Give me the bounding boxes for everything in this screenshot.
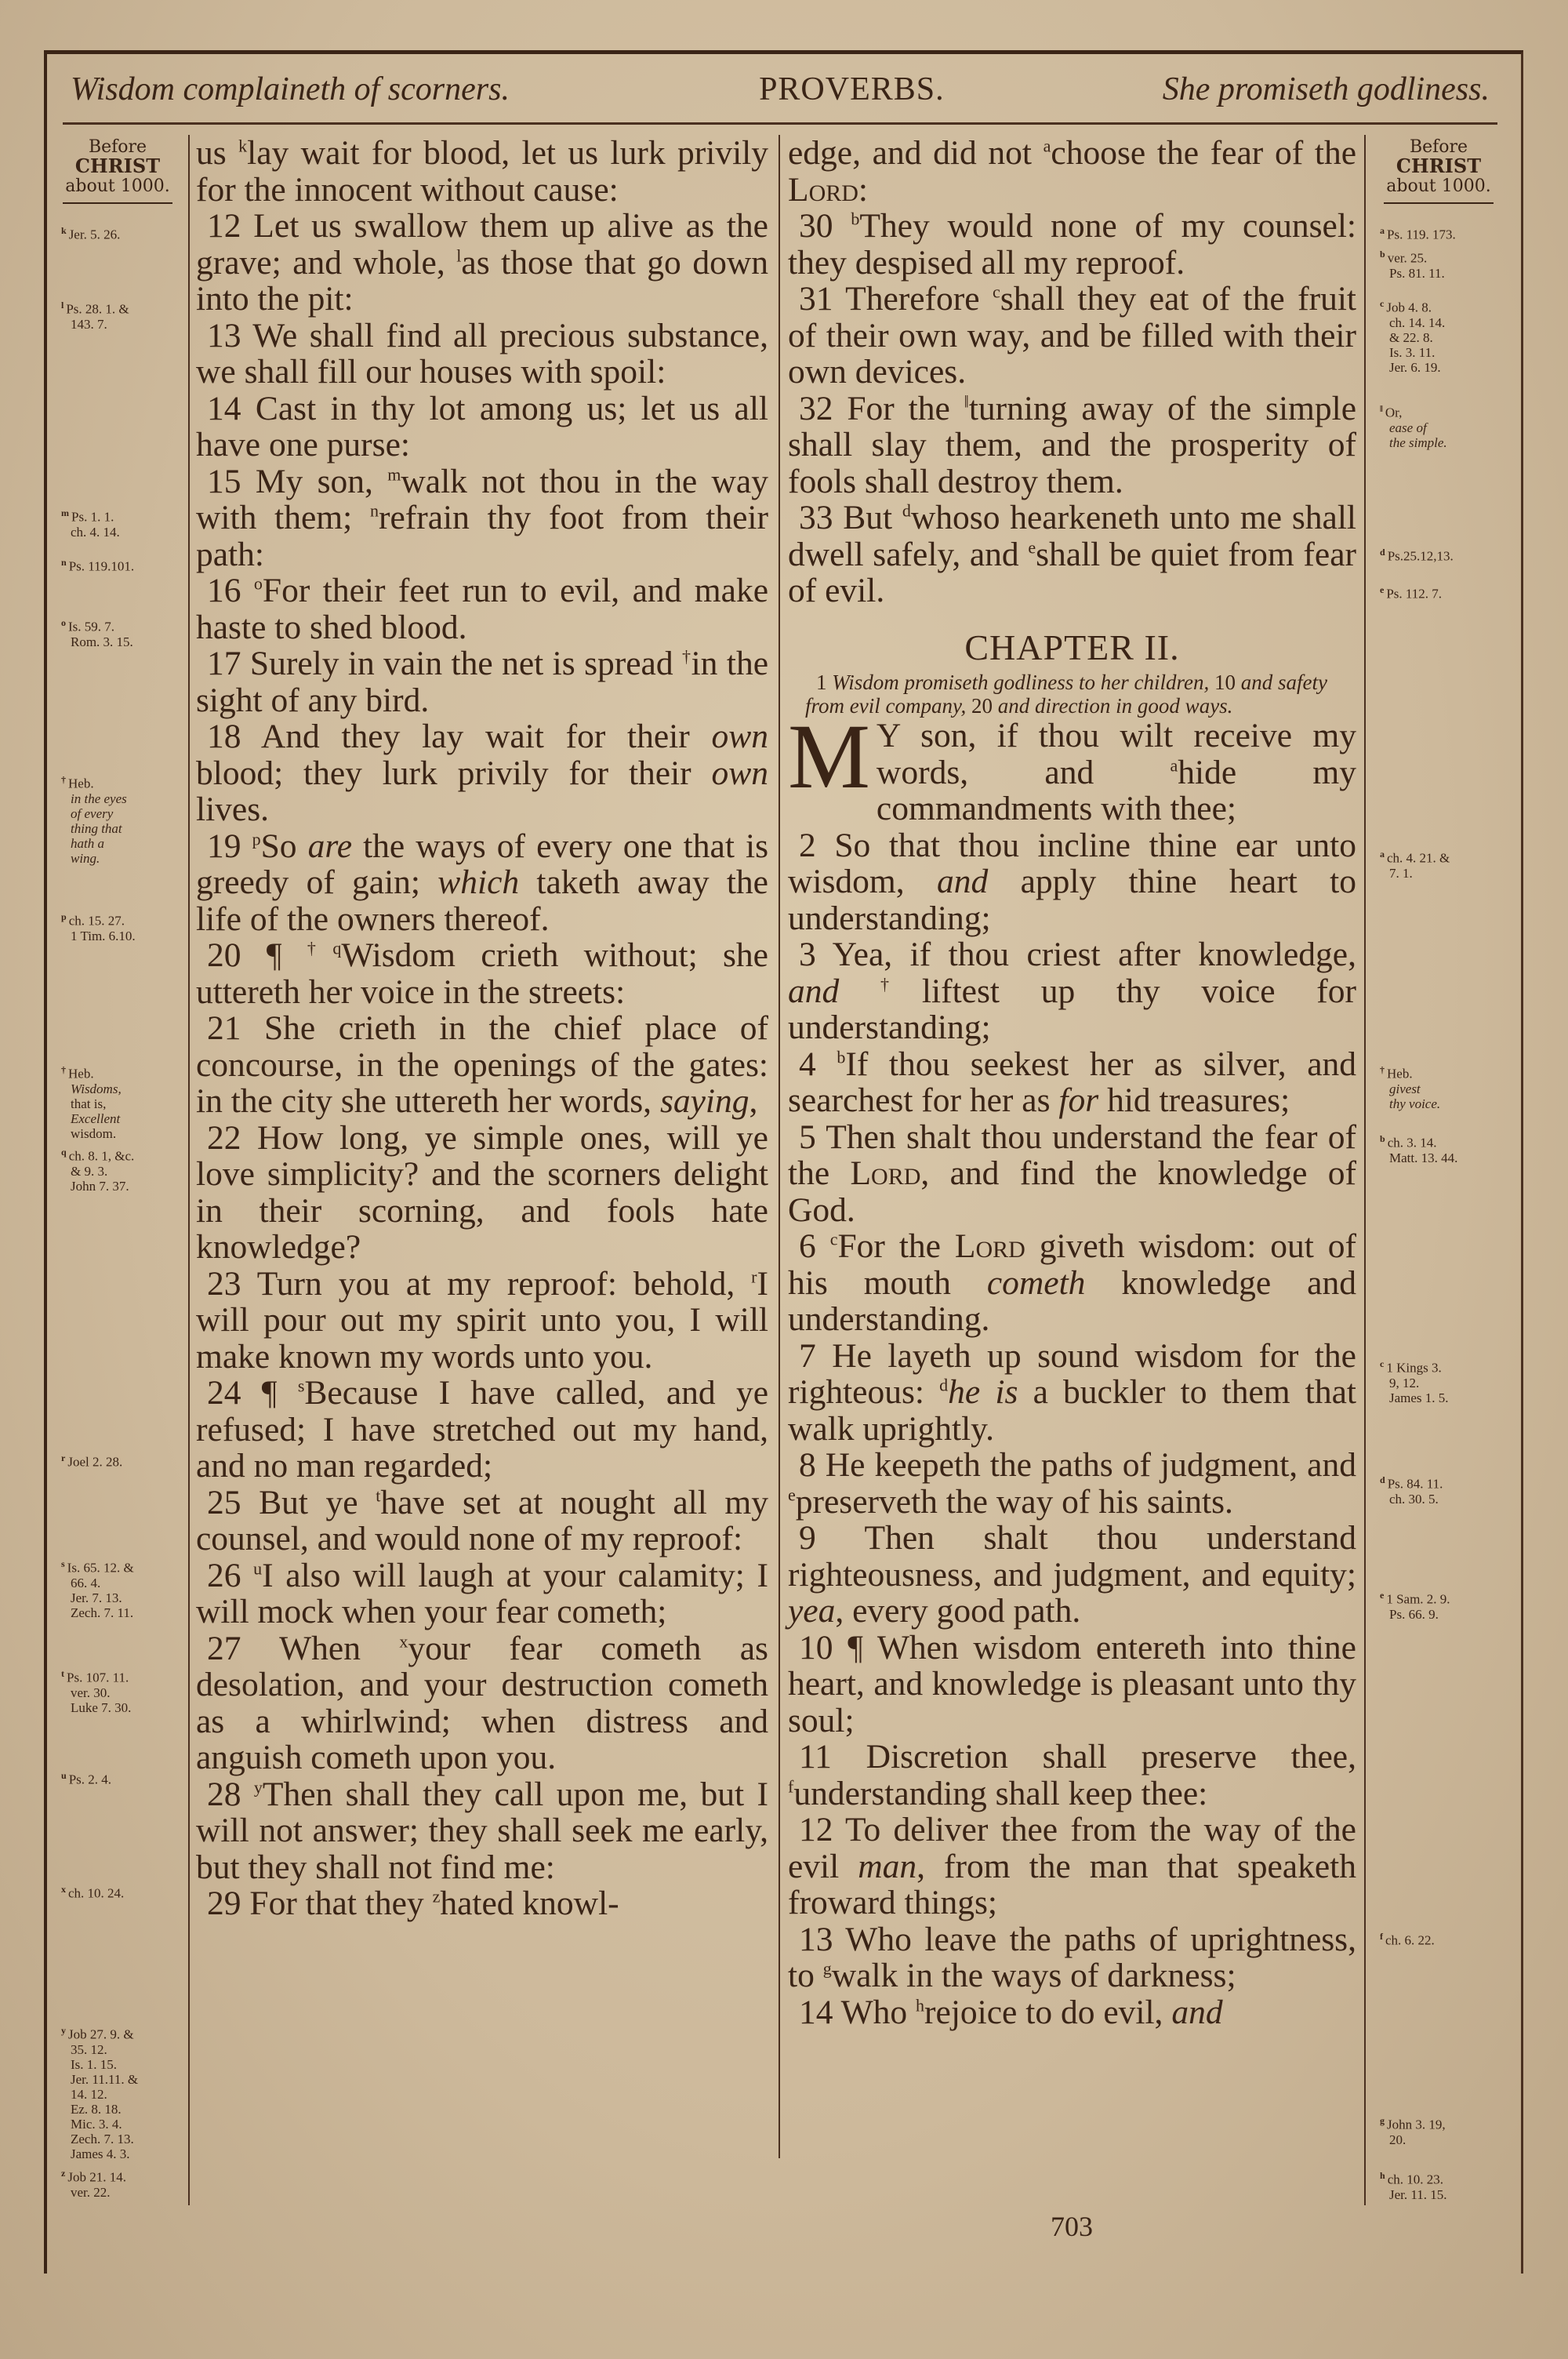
note-mark: n — [369, 500, 379, 521]
verse-1-27: 27 When $^x$your fear cometh as desolation, and your destruction cometh as a whirlwind; when distress and anguish cometh upon you. — [196, 1629, 768, 1776]
right-margin-notes — [1376, 133, 1501, 215]
cross-reference-note — [1380, 2114, 1513, 2147]
reference-text: Joel 2. 28. — [67, 1454, 123, 1470]
note-mark: u — [253, 1558, 263, 1578]
reference-gloss: Wisdoms, — [71, 1081, 122, 1096]
note-mark: r — [751, 1267, 757, 1286]
reference-text: ch. 3. 14. — [1387, 1135, 1437, 1150]
cross-reference-note — [61, 1063, 194, 1141]
verse-1-28: 28 $^y$Then shall they call upon me, but I will not answer; they shall seek me early, but they shall not find me: — [196, 1775, 769, 1886]
note-mark: s — [297, 1376, 305, 1396]
note-mark: † — [61, 774, 66, 785]
reference-text: Jer. 5. 26. — [68, 227, 121, 242]
reference-text: ch. 14. 14. — [1389, 314, 1446, 330]
reference-text: ch. 4. 21. & — [1387, 850, 1450, 866]
reference-text: ch. 10. 23. — [1387, 2172, 1443, 2187]
verse-1-19: 19 $^p$So are the ways of every one that is greedy of gain; which taketh away the life of the owners thereof. — [196, 827, 769, 938]
verse-2-3: 3 Yea, if thou criest after knowledge, and †liftest up thy voice for understanding; — [788, 936, 1357, 1046]
note-mark: g — [822, 1958, 832, 1979]
verse-1-20: 20 ¶ $^{\dagger q}$Wisdom crieth without; she uttereth her voice in the streets: — [196, 936, 768, 1011]
reference-text: Ps. 119.101. — [68, 558, 135, 574]
reference-text: ch. 30. 5. — [1389, 1491, 1439, 1507]
cross-reference-note — [1380, 847, 1513, 881]
note-mark: d — [1380, 547, 1385, 558]
cross-reference-note — [1380, 1357, 1513, 1405]
date-line-2: CHRIST — [1396, 154, 1482, 177]
reference-text: Ps. 81. 11. — [1389, 265, 1445, 281]
note-mark: l — [456, 245, 462, 265]
note-mark: x — [61, 1884, 66, 1895]
reference-text: Jer. 6. 19. — [1389, 359, 1441, 375]
reference-gloss: the simple. — [1389, 434, 1447, 450]
right-margin-rule — [1364, 135, 1366, 2205]
note-mark: c — [1380, 298, 1385, 309]
cross-reference-note — [61, 298, 194, 332]
verse-2-9: 9 Then shalt thou understand righteousness, and judgment, and equity; yea, every good path. — [788, 1519, 1356, 1630]
note-mark: s — [61, 1558, 65, 1569]
book-title: PROVERBS. — [759, 71, 945, 107]
cross-reference-note — [61, 1451, 194, 1470]
note-mark: f — [788, 1776, 794, 1796]
reference-gloss: ease of — [1389, 420, 1427, 435]
note-mark: t — [61, 1668, 64, 1679]
reference-text: Luke 7. 30. — [71, 1699, 132, 1715]
cross-reference-note — [61, 224, 194, 242]
note-mark: c — [829, 1229, 838, 1249]
reference-text: ch. 6. 22. — [1385, 1932, 1435, 1948]
note-mark: t — [376, 1485, 381, 1505]
reference-text: ch. 10. 24. — [68, 1885, 125, 1901]
note-mark: y — [61, 2025, 66, 2036]
verse-2-13: 13 Who leave the paths of uprightness, to $^g$walk in the ways of darkness; — [788, 1920, 1356, 1994]
reference-text: ver. 30. — [71, 1685, 111, 1700]
note-mark: † — [61, 1064, 66, 1075]
note-mark: m — [61, 507, 69, 518]
verse-2-1: M Y son, if thou wilt receive my words, and $^a$hide my commandments with thee; — [788, 705, 1356, 827]
verse-1-21: 21 She crieth in the chief place of concourse, in the openings of the gates: in the city she uttereth her words, saying, — [196, 1009, 768, 1120]
reference-text: Is. 1. 15. — [71, 2056, 118, 2072]
cross-reference-note — [61, 910, 194, 943]
cross-reference-note — [1380, 2168, 1513, 2202]
reference-gloss: that is, — [71, 1096, 107, 1111]
cross-reference-note — [61, 772, 194, 866]
cross-reference-note — [61, 555, 194, 574]
reference-text: 1 Tim. 6.10. — [71, 928, 136, 943]
note-mark: k — [61, 225, 67, 236]
verse-1-18: 18 And they lay wait for their own blood; they lurk privily for their own lives. — [196, 718, 768, 828]
cross-reference-note — [61, 616, 194, 649]
reference-gloss: wing. — [71, 850, 100, 866]
reference-text: Heb. — [68, 776, 94, 791]
note-mark: q — [61, 1147, 67, 1158]
reference-text: 9, 12. — [1389, 1375, 1420, 1390]
note-mark: d — [939, 1375, 949, 1395]
reference-text: Ps. 28. 1. & — [66, 301, 129, 317]
note-mark: h — [1380, 2170, 1385, 2181]
note-mark: e — [1380, 1590, 1385, 1601]
drop-cap: M — [788, 705, 870, 808]
cross-reference-note — [61, 1768, 194, 1787]
note-mark: † — [682, 646, 691, 667]
reference-text: & 22. 8. — [1389, 329, 1433, 345]
verse-2-5: 5 Then shalt thou understand the fear of the Lord, and find the knowledge of God. — [788, 1118, 1356, 1229]
note-mark: r — [61, 1452, 66, 1463]
reference-text: James 1. 5. — [1389, 1390, 1449, 1405]
reference-text: John 3. 19, — [1387, 2117, 1446, 2132]
cross-reference-note — [1380, 583, 1513, 602]
reference-text: Heb. — [1387, 1066, 1413, 1081]
left-margin-notes — [55, 133, 180, 215]
reference-gloss: of every — [71, 805, 114, 821]
reference-text: Is. 3. 11. — [1389, 344, 1436, 360]
cross-reference-note — [1380, 247, 1513, 281]
note-mark: a — [1380, 849, 1385, 860]
running-head — [71, 67, 1490, 111]
note-mark: p — [252, 829, 261, 849]
cross-reference-note — [1380, 1929, 1513, 1948]
date-line-3: about 1000. — [65, 176, 170, 196]
reference-text: ch. 8. 1, &c. — [68, 1148, 135, 1164]
date-line-1: Before — [1409, 137, 1468, 157]
note-mark: e — [1028, 537, 1036, 557]
note-mark: m — [387, 464, 401, 484]
note-mark: u — [61, 1770, 67, 1781]
verse-1-12: 12 Let us swallow them up alive as the grave; and whole, $^l$as those that go down into the pit: — [196, 207, 768, 318]
note-mark: o — [253, 573, 263, 594]
note-mark: o — [61, 617, 66, 628]
cross-reference-note — [61, 1667, 194, 1715]
verse-1-15: 15 My son, $^m$walk not thou in the way with them; $^n$refrain thy foot from their path: — [196, 462, 768, 573]
reference-text: Is. 65. 12. & — [67, 1560, 134, 1576]
verse-1-17: 17 Surely in vain the net is spread †in the sight of any bird. — [196, 645, 768, 719]
page-number: 703 — [1051, 2211, 1093, 2242]
reference-text: 35. 12. — [71, 2041, 107, 2057]
note-mark: c — [993, 282, 1000, 302]
cross-reference-note — [1380, 1063, 1513, 1111]
verse-1-14: 14 Cast in thy lot among us; let us all have one purse: — [196, 389, 768, 463]
center-column-rule — [779, 135, 780, 2158]
cross-reference-note — [1380, 1588, 1513, 1622]
note-mark: l — [61, 300, 64, 311]
note-mark: c — [1380, 1358, 1385, 1369]
note-mark: z — [61, 2168, 66, 2179]
margin-date — [63, 138, 172, 204]
reference-text: Ps. 1. 1. — [71, 509, 114, 525]
reference-gloss: thing that — [71, 820, 122, 836]
verse-2-12: 12 To deliver thee from the way of the evil man, from the man that speaketh froward things; — [788, 1811, 1357, 1921]
reference-text: Jer. 11.11. & — [71, 2071, 139, 2087]
note-mark: † — [1380, 1064, 1385, 1075]
reference-text: ver. 22. — [71, 2184, 111, 2200]
note-mark: k — [238, 136, 248, 156]
reference-text: Jer. 7. 13. — [71, 1590, 122, 1605]
reference-text: Job 4. 8. — [1386, 300, 1432, 315]
verse-2-14: 14 Who $^h$rejoice to do evil, and — [799, 1993, 1223, 2031]
verse-1-25: 25 But ye $^t$have set at nought all my counsel, and would none of my reproof: — [196, 1483, 768, 1558]
reference-text: John 7. 37. — [71, 1178, 129, 1194]
reference-text: Heb. — [68, 1066, 94, 1081]
chapter-summary: 1 Wisdom promiseth godliness to her children, 10 and safety from evil company, 20 and direction in good ways. — [805, 671, 1327, 718]
cross-reference-note — [61, 2166, 194, 2200]
reference-gloss: givest — [1389, 1081, 1421, 1096]
verse-2-8: 8 He keepeth the paths of judgment, and $^e$preserveth the way of his saints. — [788, 1446, 1356, 1521]
margin-date-right — [1384, 138, 1494, 204]
note-mark: z — [432, 1886, 441, 1906]
reference-text: 66. 4. — [71, 1575, 101, 1590]
reference-text: 143. 7. — [71, 316, 107, 332]
note-mark: b — [851, 209, 860, 229]
verse-1-30: 30 $^b$They would none of my counsel: they despised all my reproof. — [788, 207, 1356, 282]
verse-1-29: 29 For that they $^z$hated knowl- — [207, 1885, 619, 1922]
note-mark: † — [880, 974, 922, 994]
reference-text: James 4. 3. — [71, 2146, 130, 2161]
reference-text: ch. 4. 14. — [71, 524, 120, 540]
note-mark: d — [1380, 1474, 1385, 1485]
verse-2-4: 4 $^b$If thou seekest her as silver, and searchest for her as for hid treasures; — [788, 1045, 1357, 1119]
reference-text: & 9. 3. — [71, 1163, 108, 1179]
note-mark: b — [1380, 249, 1385, 260]
note-mark: a — [1380, 225, 1385, 236]
reference-text: Ez. 8. 18. — [71, 2101, 122, 2117]
reference-gloss: thy voice. — [1389, 1096, 1441, 1111]
chapter-heading: CHAPTER II. — [964, 627, 1180, 667]
reference-text: ch. 15. 27. — [68, 913, 125, 929]
reference-text: Rom. 3. 15. — [71, 634, 133, 649]
cross-reference-note — [61, 1145, 194, 1194]
reference-gloss: wisdom. — [71, 1125, 117, 1141]
verse-1-32: 32 For the ‖turning away of the simple shall slay them, and the prosperity of fools shall destroy them. — [788, 389, 1357, 500]
verse-1-13: 13 We shall find all precious substance, we shall fill our houses with spoil: — [196, 316, 768, 391]
reference-gloss: in the eyes — [71, 791, 127, 806]
running-head-right: She promiseth godliness. — [1162, 71, 1490, 107]
note-mark: ‖ — [964, 391, 969, 411]
note-mark: d — [902, 500, 911, 521]
verse-2-6: 6 $^c$For the Lord giveth wisdom: out of his mouth cometh knowledge and understanding. — [788, 1227, 1357, 1338]
verse-1-33: 33 But $^d$whoso hearkeneth unto me shall dwell safely, and $^e$shall be quiet from fear of evil. — [788, 499, 1356, 609]
reference-text: Ps. 107. 11. — [67, 1670, 129, 1685]
verse-1-23: 23 Turn you at my reproof: behold, $^r$I will pour out my spirit unto you, I will make known my words unto you. — [196, 1264, 768, 1376]
verse-2-10: 10 ¶ When wisdom entereth into thine heart, and knowledge is pleasant unto thy soul; — [788, 1628, 1356, 1739]
reference-gloss: Excellent — [71, 1110, 121, 1126]
verse-2-11: 11 Discretion shall preserve thee, $^f$understanding shall keep thee: — [788, 1738, 1356, 1812]
note-mark: b — [1380, 1133, 1385, 1144]
reference-text: Ps. 2. 4. — [68, 1772, 112, 1787]
reference-text: Is. 59. 7. — [68, 619, 115, 634]
note-mark: x — [399, 1631, 408, 1651]
verse-1-24: 24 ¶ $^s$Because I have called, and ye refused; I have stretched out my hand, and no man regarded; — [196, 1374, 769, 1485]
note-mark: †q — [307, 938, 342, 958]
note-mark: p — [61, 911, 67, 922]
reference-text: 20. — [1389, 2132, 1406, 2147]
verse-1-31: 31 Therefore $^c$shall they eat of the fruit of their own way, and be filled with their own devices. — [788, 280, 1357, 391]
text-column-right — [788, 135, 1356, 2030]
reference-text: Job 21. 14. — [67, 2169, 126, 2185]
reference-text: 1 Kings 3. — [1386, 1360, 1442, 1376]
cross-reference-note — [1380, 224, 1513, 242]
note-mark: b — [837, 1047, 846, 1067]
cross-reference-note — [1380, 1473, 1513, 1507]
note-mark: f — [1380, 1931, 1383, 1942]
cross-reference-note — [1380, 1132, 1513, 1165]
verse-1-11-cont: us $^k$lay wait for blood, let us lurk privily for the innocent without cause: — [196, 134, 768, 209]
reference-text: Jer. 11. 15. — [1389, 2186, 1447, 2202]
reference-text: 1 Sam. 2. 9. — [1386, 1591, 1450, 1607]
reference-text: Or, — [1385, 405, 1403, 420]
note-mark: y — [253, 1777, 263, 1797]
reference-text: Job 27. 9. & — [68, 2026, 134, 2042]
reference-text: Zech. 7. 13. — [71, 2131, 134, 2146]
note-mark: h — [916, 1995, 925, 2015]
reference-text: Ps.25.12,13. — [1387, 548, 1454, 564]
text-column-left — [196, 135, 768, 1922]
verse-1-16: 16 $^o$For their feet run to evil, and make haste to shed blood. — [196, 572, 768, 646]
note-mark: a — [1170, 755, 1178, 775]
reference-text: Ps. 84. 11. — [1387, 1476, 1443, 1492]
reference-text: Matt. 13. 44. — [1389, 1150, 1458, 1165]
note-mark: e — [788, 1485, 796, 1504]
date-line-1: Before — [88, 137, 147, 157]
reference-text: ver. 25. — [1387, 250, 1428, 266]
reference-gloss: hath a — [71, 835, 104, 851]
date-line-2: CHRIST — [74, 154, 161, 177]
reference-text: Ps. 66. 9. — [1389, 1606, 1439, 1622]
date-line-3: about 1000. — [1386, 176, 1491, 196]
verse-1-22: 22 How long, ye simple ones, will ye love simplicity? and the scorners delight in their scorning, and fools hate knowledge? — [196, 1118, 768, 1266]
reference-text: 7. 1. — [1389, 865, 1413, 881]
verse-2-7: 7 He layeth up sound wisdom for the righteous: $^d$he is a buckler to them that walk uprightly. — [788, 1336, 1357, 1448]
note-mark: g — [1380, 2115, 1385, 2126]
note-mark: e — [1380, 584, 1385, 595]
reference-text: Ps. 112. 7. — [1386, 586, 1443, 602]
note-mark: ‖ — [1380, 403, 1383, 414]
reference-text: Mic. 3. 4. — [71, 2116, 122, 2132]
cross-reference-note — [1380, 296, 1513, 375]
note-mark: n — [61, 557, 67, 568]
reference-text: Ps. 119. 173. — [1387, 227, 1456, 242]
verse-1-29-cont: edge, and did not $^a$choose the fear of the Lord: — [788, 134, 1357, 209]
cross-reference-note — [61, 1557, 194, 1620]
cross-reference-note — [1380, 545, 1513, 564]
cross-reference-note — [61, 2023, 194, 2161]
header-rule — [63, 122, 1497, 125]
note-mark: a — [1043, 136, 1051, 156]
cross-reference-note — [61, 506, 194, 540]
verse-1-26: 26 $^u$I also will laugh at your calamity; I will mock when your fear cometh; — [196, 1556, 769, 1630]
running-head-left: Wisdom complaineth of scorners. — [71, 71, 510, 107]
reference-text: Zech. 7. 11. — [71, 1605, 134, 1620]
reference-text: 14. 12. — [71, 2086, 107, 2102]
verse-2-2: 2 So that thou incline thine ear unto wisdom, and apply thine heart to understanding; — [788, 826, 1356, 937]
cross-reference-note — [1380, 402, 1513, 450]
cross-reference-note — [61, 1882, 194, 1901]
